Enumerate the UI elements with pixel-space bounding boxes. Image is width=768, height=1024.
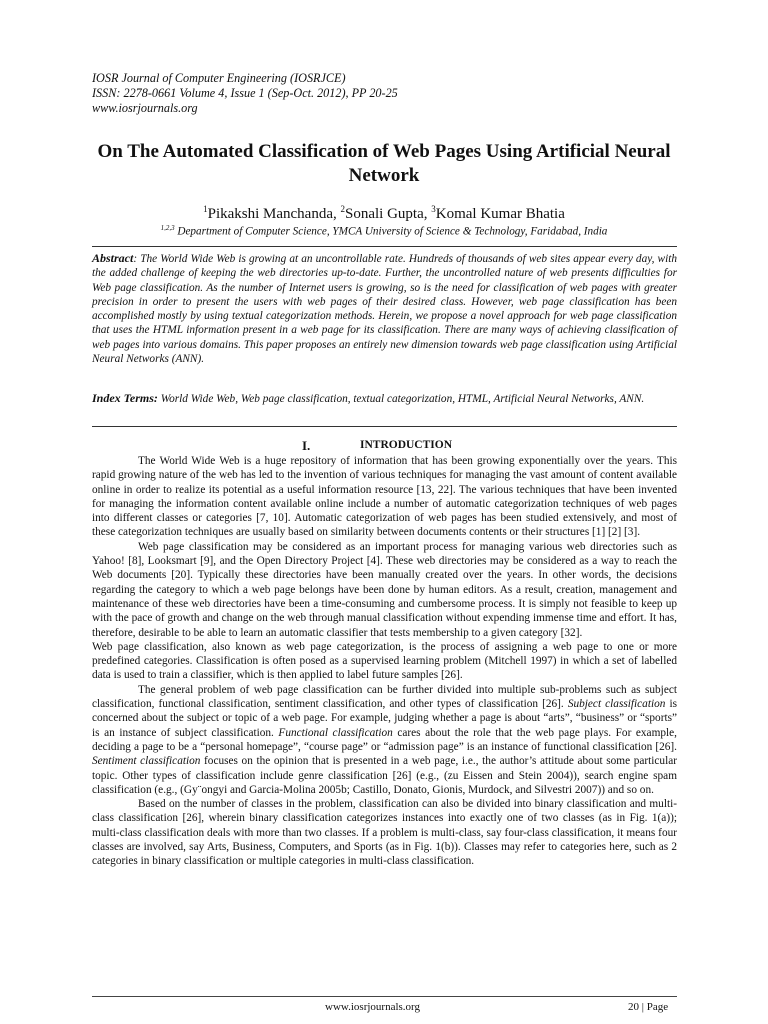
abstract: [92, 251, 677, 366]
index-terms-text: World Wide Web, Web page classification, textual categorization, HTML, Artificial Neural Networks, ANN.: [157, 393, 645, 405]
term-sentiment-classification: Sentiment classification: [92, 755, 201, 768]
paragraph-3: Web page classification, also known as web page categorization, is the process of assigning a web page to one or more predefined categories. Classification is often posed as a supervised learning problem (Mitchell 1997) in which a set of labelled data is used to train a classifier, which is then applied to label future samples [26].: [92, 640, 677, 682]
index-terms: [92, 391, 677, 406]
author-1-affil: 1: [203, 204, 208, 214]
journal-name: IOSR Journal of Computer Engineering (IOSRJCE): [92, 71, 346, 85]
author-2-name: Sonali Gupta,: [345, 206, 432, 222]
abstract-bottom-rule: [92, 426, 677, 427]
journal-website[interactable]: www.iosrjournals.org: [92, 101, 198, 115]
abstract-top-rule: [92, 246, 677, 247]
index-terms-label: Index Terms:: [92, 391, 158, 405]
paragraph-2: Web page classification may be considered as an important process for managing various web directories such as Yahoo! [8], Looksmart [9], and the Open Directory Project [4]. These web directories may be considered as a way to reach the Web documents [20]. Typically these directories have been manually created over the years. In other words, the decisions regarding the category to which a web page belongs have been done by human editors. As a result, creation, management and maintenance of these web directories have been a time-consuming and cumbersome process. It is simply not feasible to keep up with the pace of growth and change on the web through manual classification without expending immense time and effort. It has, therefore, desirable to be able to learn an automatic classifier that tests membership to a given category [32].: [92, 540, 677, 639]
paragraph-4: [92, 683, 677, 797]
author-2-affil: 2: [340, 204, 345, 214]
body-text: [92, 454, 677, 869]
author-3-affil: 3: [431, 204, 436, 214]
journal-issn: ISSN: 2278-0661 Volume 4, Issue 1 (Sep-Oct. 2012), PP 20-25: [92, 86, 398, 100]
paragraph-1: The World Wide Web is a huge repository of information that has been growing exponentially over the years. This rapid growing nature of the web has led to the invention of various techniques for managing the vast amount of content available online in order to realize its potential as a useful information resource [13, 22]. The various techniques that have been invented for managing the information content available online include a number of automatic categorization techniques of web pages into different classes or categories [7, 10]. Automatic categorization of web pages has been studied extensively, and most of these categorization techniques are usually based on similarity between documents contents or their structures [1] [2] [3].: [92, 455, 677, 539]
paper-title: On The Automated Classification of Web Pages Using Artificial Neural Network: [97, 141, 671, 186]
section-title: INTRODUCTION: [360, 439, 453, 451]
footer-website[interactable]: www.iosrjournals.org: [325, 1001, 421, 1013]
author-1-name: Pikakshi Manchanda,: [207, 206, 341, 222]
paragraph-4-intro: The general problem of web page classification can be further divided into multiple sub-problems such as subject classification, functional classification, sentiment classification, and other types of classification [26].: [92, 683, 677, 711]
paragraph-5: Based on the number of classes in the problem, classification can also be divided into binary classification and multi-class classification [26], wherein binary classification categorizes instances into exactly one of two classes (as in Fig. 1(a)); multi-class classification deals with more than two classes. If a problem is multi-class, say four-class classification, it means four classes are involved, say Arts, Business, Computers, and Sports (as in Fig. 1(b)). Classes may refer to categories here, such as 2 categories in binary classification or multiple categories in multi-class classification.: [92, 798, 677, 868]
affiliation-text: Department of Computer Science, YMCA University of Science & Technology, Faridabad, India: [174, 225, 608, 238]
affiliation: [92, 221, 676, 240]
journal-header: [92, 71, 682, 116]
paragraph-4-functional: cares about the role that the web page plays. For example, deciding a page to be a “personal homepage”, “course page” or “admission page” is an instance of functional classification [26].: [92, 726, 677, 753]
paragraph-4-subject: is concerned about the subject or topic of a web page. For example, judging whether a page is about “arts”, “business” or “sports” is an instance of subject classification.: [92, 698, 678, 739]
footer-page-number: 20 | Page: [628, 1001, 669, 1013]
section-number: I.: [302, 438, 311, 453]
paragraph-4-sentiment: focuses on the opinion that is presented in a web page, i.e., the author’s attitude about some particular topic. Other types of classification include genre classification [26] (e.g., (zu Eissen and Stein 2004)), search engine spam classification (e.g., (Gy¨ongyi and Garcia-Molina 2005b; Castillo, Donato, Gionis, Murdock, and Silvestri 2007)) and so on.: [92, 755, 677, 796]
affiliation-marker: 1,2,3: [160, 224, 175, 232]
abstract-label: Abstract: [92, 251, 134, 265]
abstract-text: : The World Wide Web is growing at an uncontrollable rate. Hundreds of thousands of web sites appear every day, with the added challenge of keeping the web directories up-to-date. Further, the uncontrolled nature of web presents difficulties for Web page classification. As the number of Internet users is growing, so is the need for classification of web pages with greater precision in order to present the users with web pages of their desired class. However, web page classification has been accomplished mostly by using textual categorization methods. Herein, we propose a novel approach for web page classification that uses the HTML information present in a web page for its classification. There are many ways of achieving classification of web pages into various domains. This paper proposes an entirely new dimension towards web page classification using Artificial Neural Networks (ANN).: [92, 253, 677, 366]
term-functional-classification: Functional classification: [278, 726, 393, 739]
term-subject-classification: Subject classification: [567, 698, 666, 711]
footer-rule: [92, 996, 677, 997]
author-3-name: Komal Kumar Bhatia: [435, 206, 565, 222]
